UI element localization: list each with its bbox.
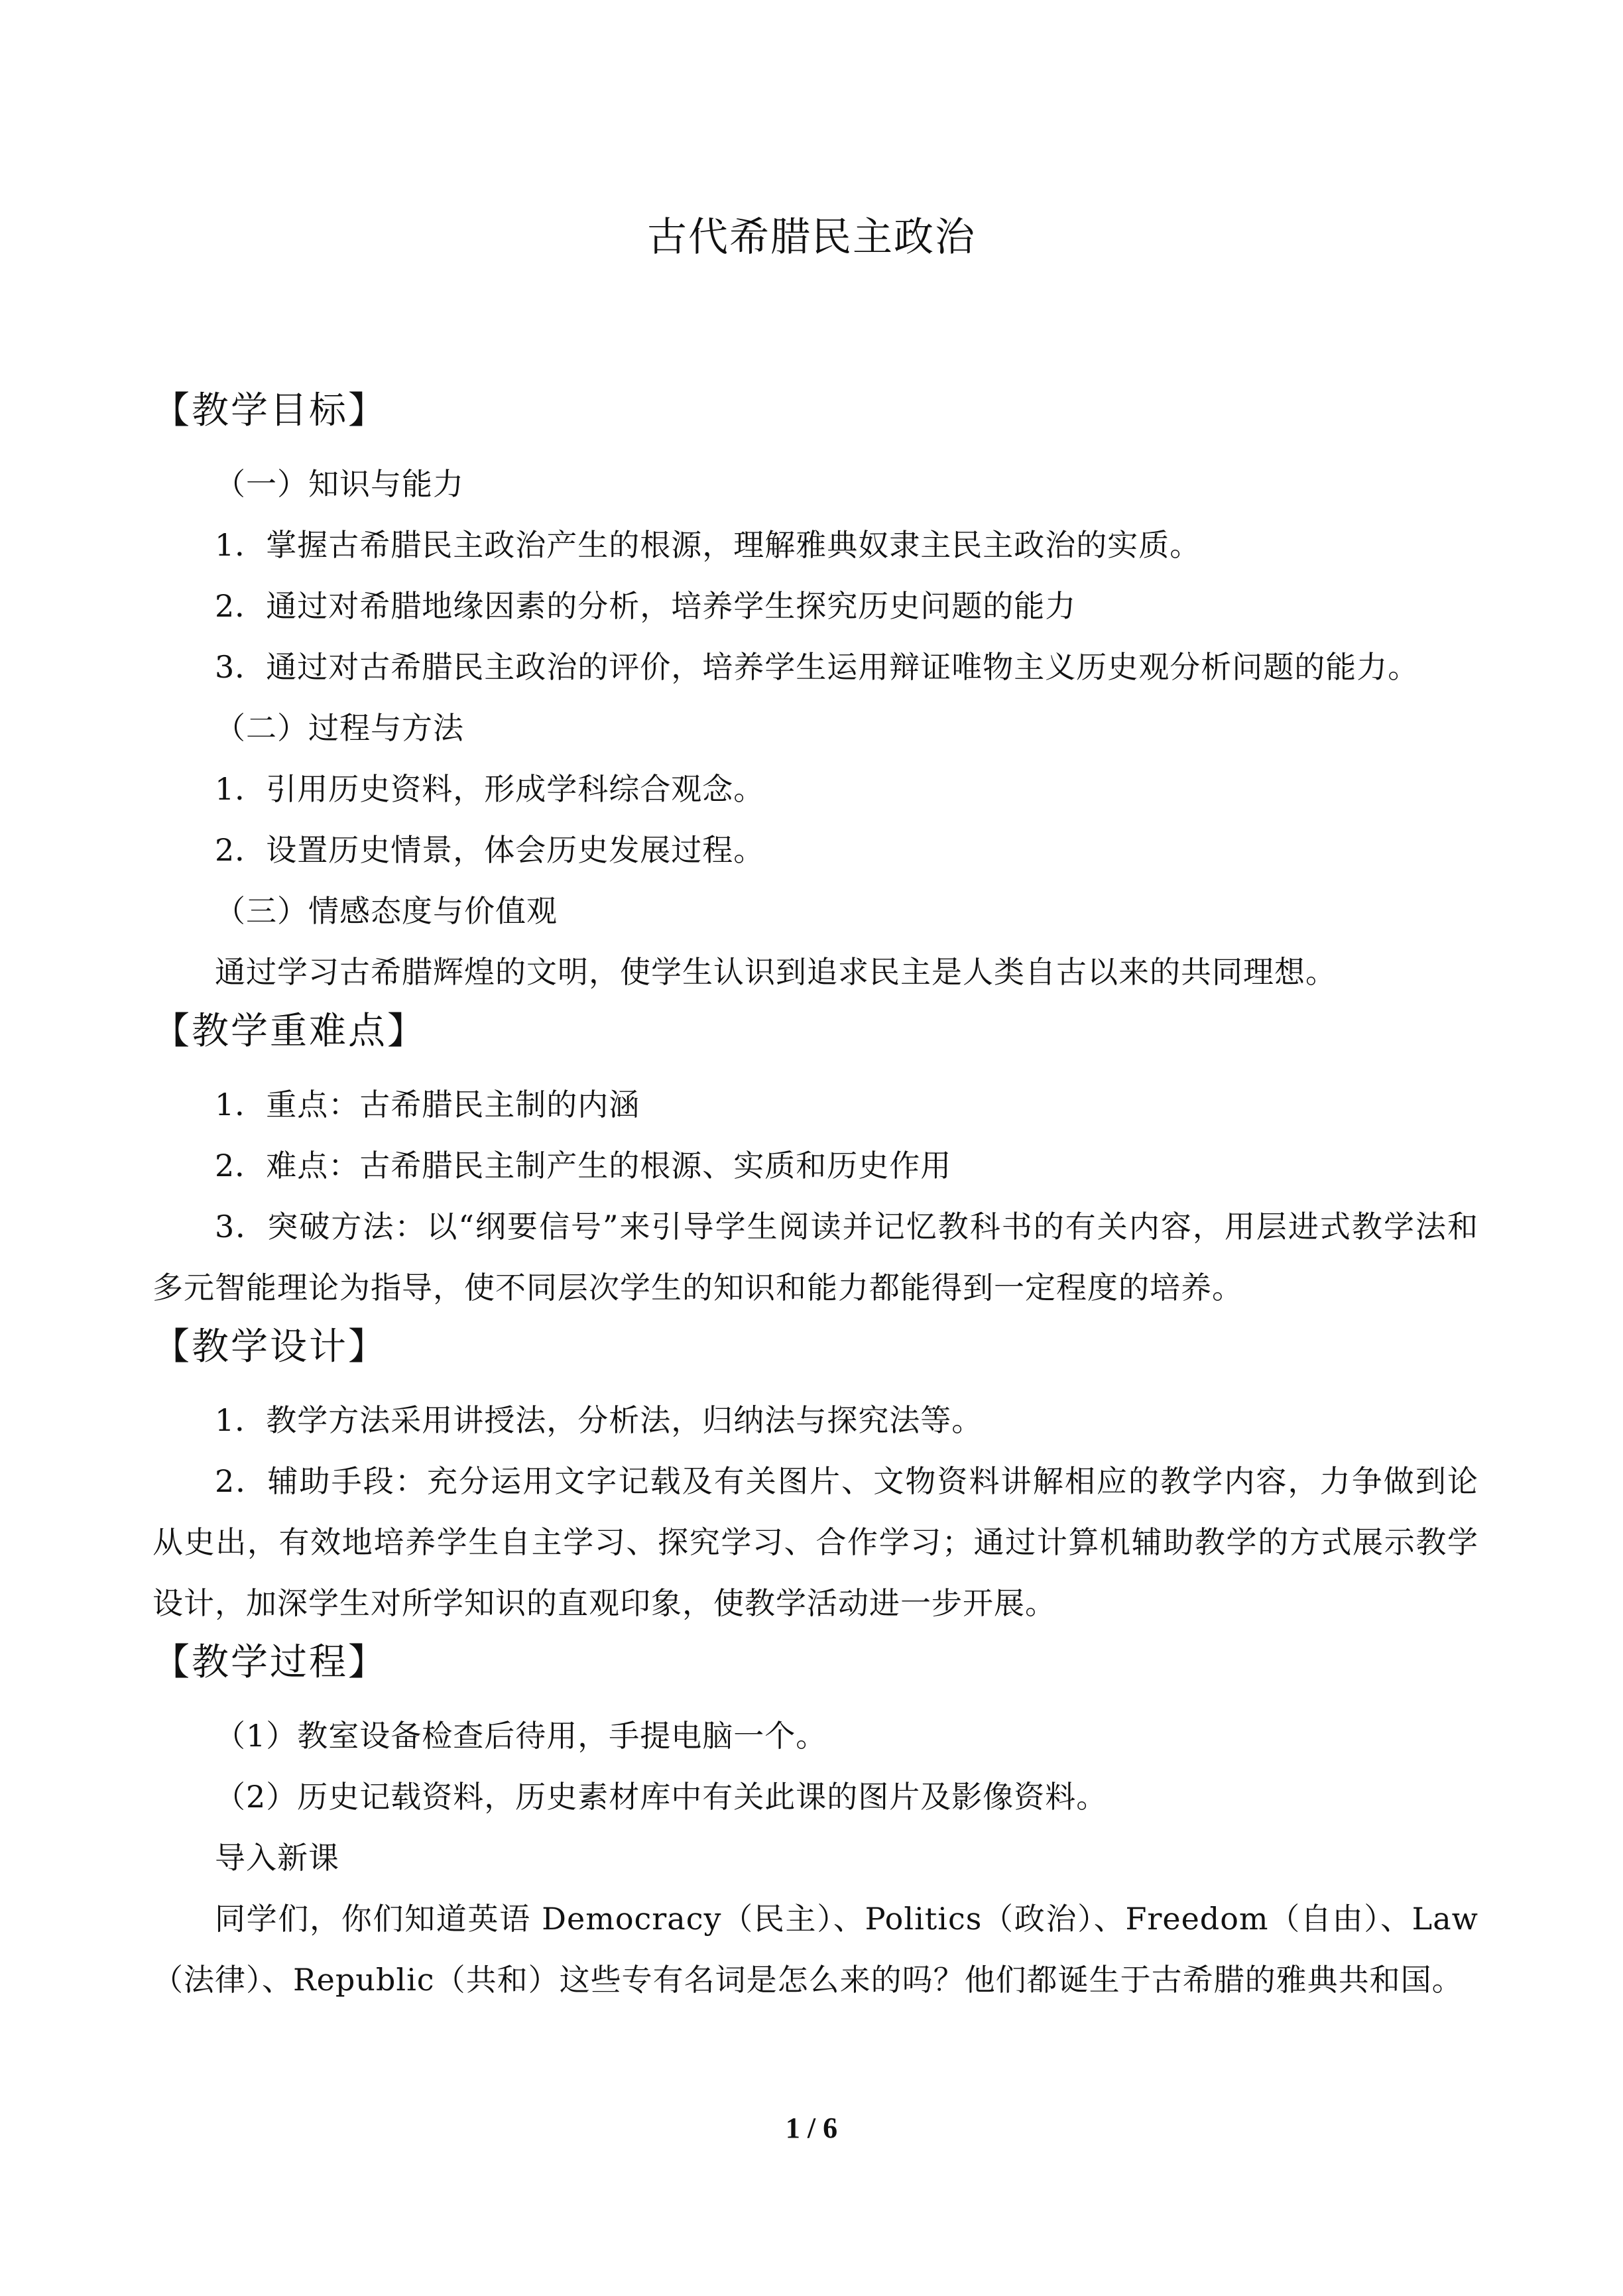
paragraph: 同学们，你们知道英语 Democracy（民主）、Politics（政治）、Freedom（自由）、Law（法律）、Republic（共和）这些专有名词是怎么来的吗？他们都诞生于古希腊的雅典共和国。 xyxy=(152,1901,1478,1998)
paragraph: 1．教学方法采用讲授法，分析法，归纳法与探究法等。 xyxy=(215,1402,983,1438)
page-number: 1 / 6 xyxy=(785,2112,838,2144)
section-heading-design: 【教学设计】 xyxy=(152,1325,387,1368)
paragraph: 2．难点：古希腊民主制产生的根源、实质和历史作用 xyxy=(215,1148,952,1183)
document-body xyxy=(152,385,1478,2010)
paragraph: 2．设置历史情景，体会历史发展过程。 xyxy=(215,832,765,868)
paragraph: 1．重点：古希腊民主制的内涵 xyxy=(215,1087,640,1122)
subheading-knowledge: （一）知识与能力 xyxy=(215,466,464,502)
subheading-values: （三）情感态度与价值观 xyxy=(215,893,558,929)
paragraph: （1）教室设备检查后待用，手提电脑一个。 xyxy=(215,1718,827,1754)
paragraph: （2）历史记载资料，历史素材库中有关此课的图片及影像资料。 xyxy=(215,1779,1108,1815)
section-heading-keypoints: 【教学重难点】 xyxy=(152,1010,426,1053)
section-heading-goals: 【教学目标】 xyxy=(152,389,387,432)
paragraph: 1．掌握古希腊民主政治产生的根源，理解雅典奴隶主民主政治的实质。 xyxy=(215,527,1201,563)
subheading-process: （二）过程与方法 xyxy=(215,710,464,746)
paragraph: 导入新课 xyxy=(215,1840,339,1876)
paragraph: 1．引用历史资料，形成学科综合观念。 xyxy=(215,771,765,807)
paragraph: 2．辅助手段：充分运用文字记载及有关图片、文物资料讲解相应的教学内容，力争做到论从史出，有效地培养学生自主学习、探究学习、合作学习；通过计算机辅助教学的方式展示教学设计，加深学生对所学知识的直观印象，使教学活动进一步开展。 xyxy=(152,1463,1478,1621)
section-heading-process: 【教学过程】 xyxy=(152,1641,387,1684)
document-title: 古代希腊民主政治 xyxy=(647,214,976,261)
paragraph: 3．突破方法：以“纲要信号”来引导学生阅读并记忆教科书的有关内容，用层进式教学法和多元智能理论为指导，使不同层次学生的知识和能力都能得到一定程度的培养。 xyxy=(152,1209,1478,1305)
paragraph: 通过学习古希腊辉煌的文明，使学生认识到追求民主是人类自古以来的共同理想。 xyxy=(215,954,1337,990)
paragraph: 3．通过对古希腊民主政治的评价，培养学生运用辩证唯物主义历史观分析问题的能力。 xyxy=(215,649,1419,685)
paragraph: 2．通过对希腊地缘因素的分析，培养学生探究历史问题的能力 xyxy=(215,588,1077,624)
